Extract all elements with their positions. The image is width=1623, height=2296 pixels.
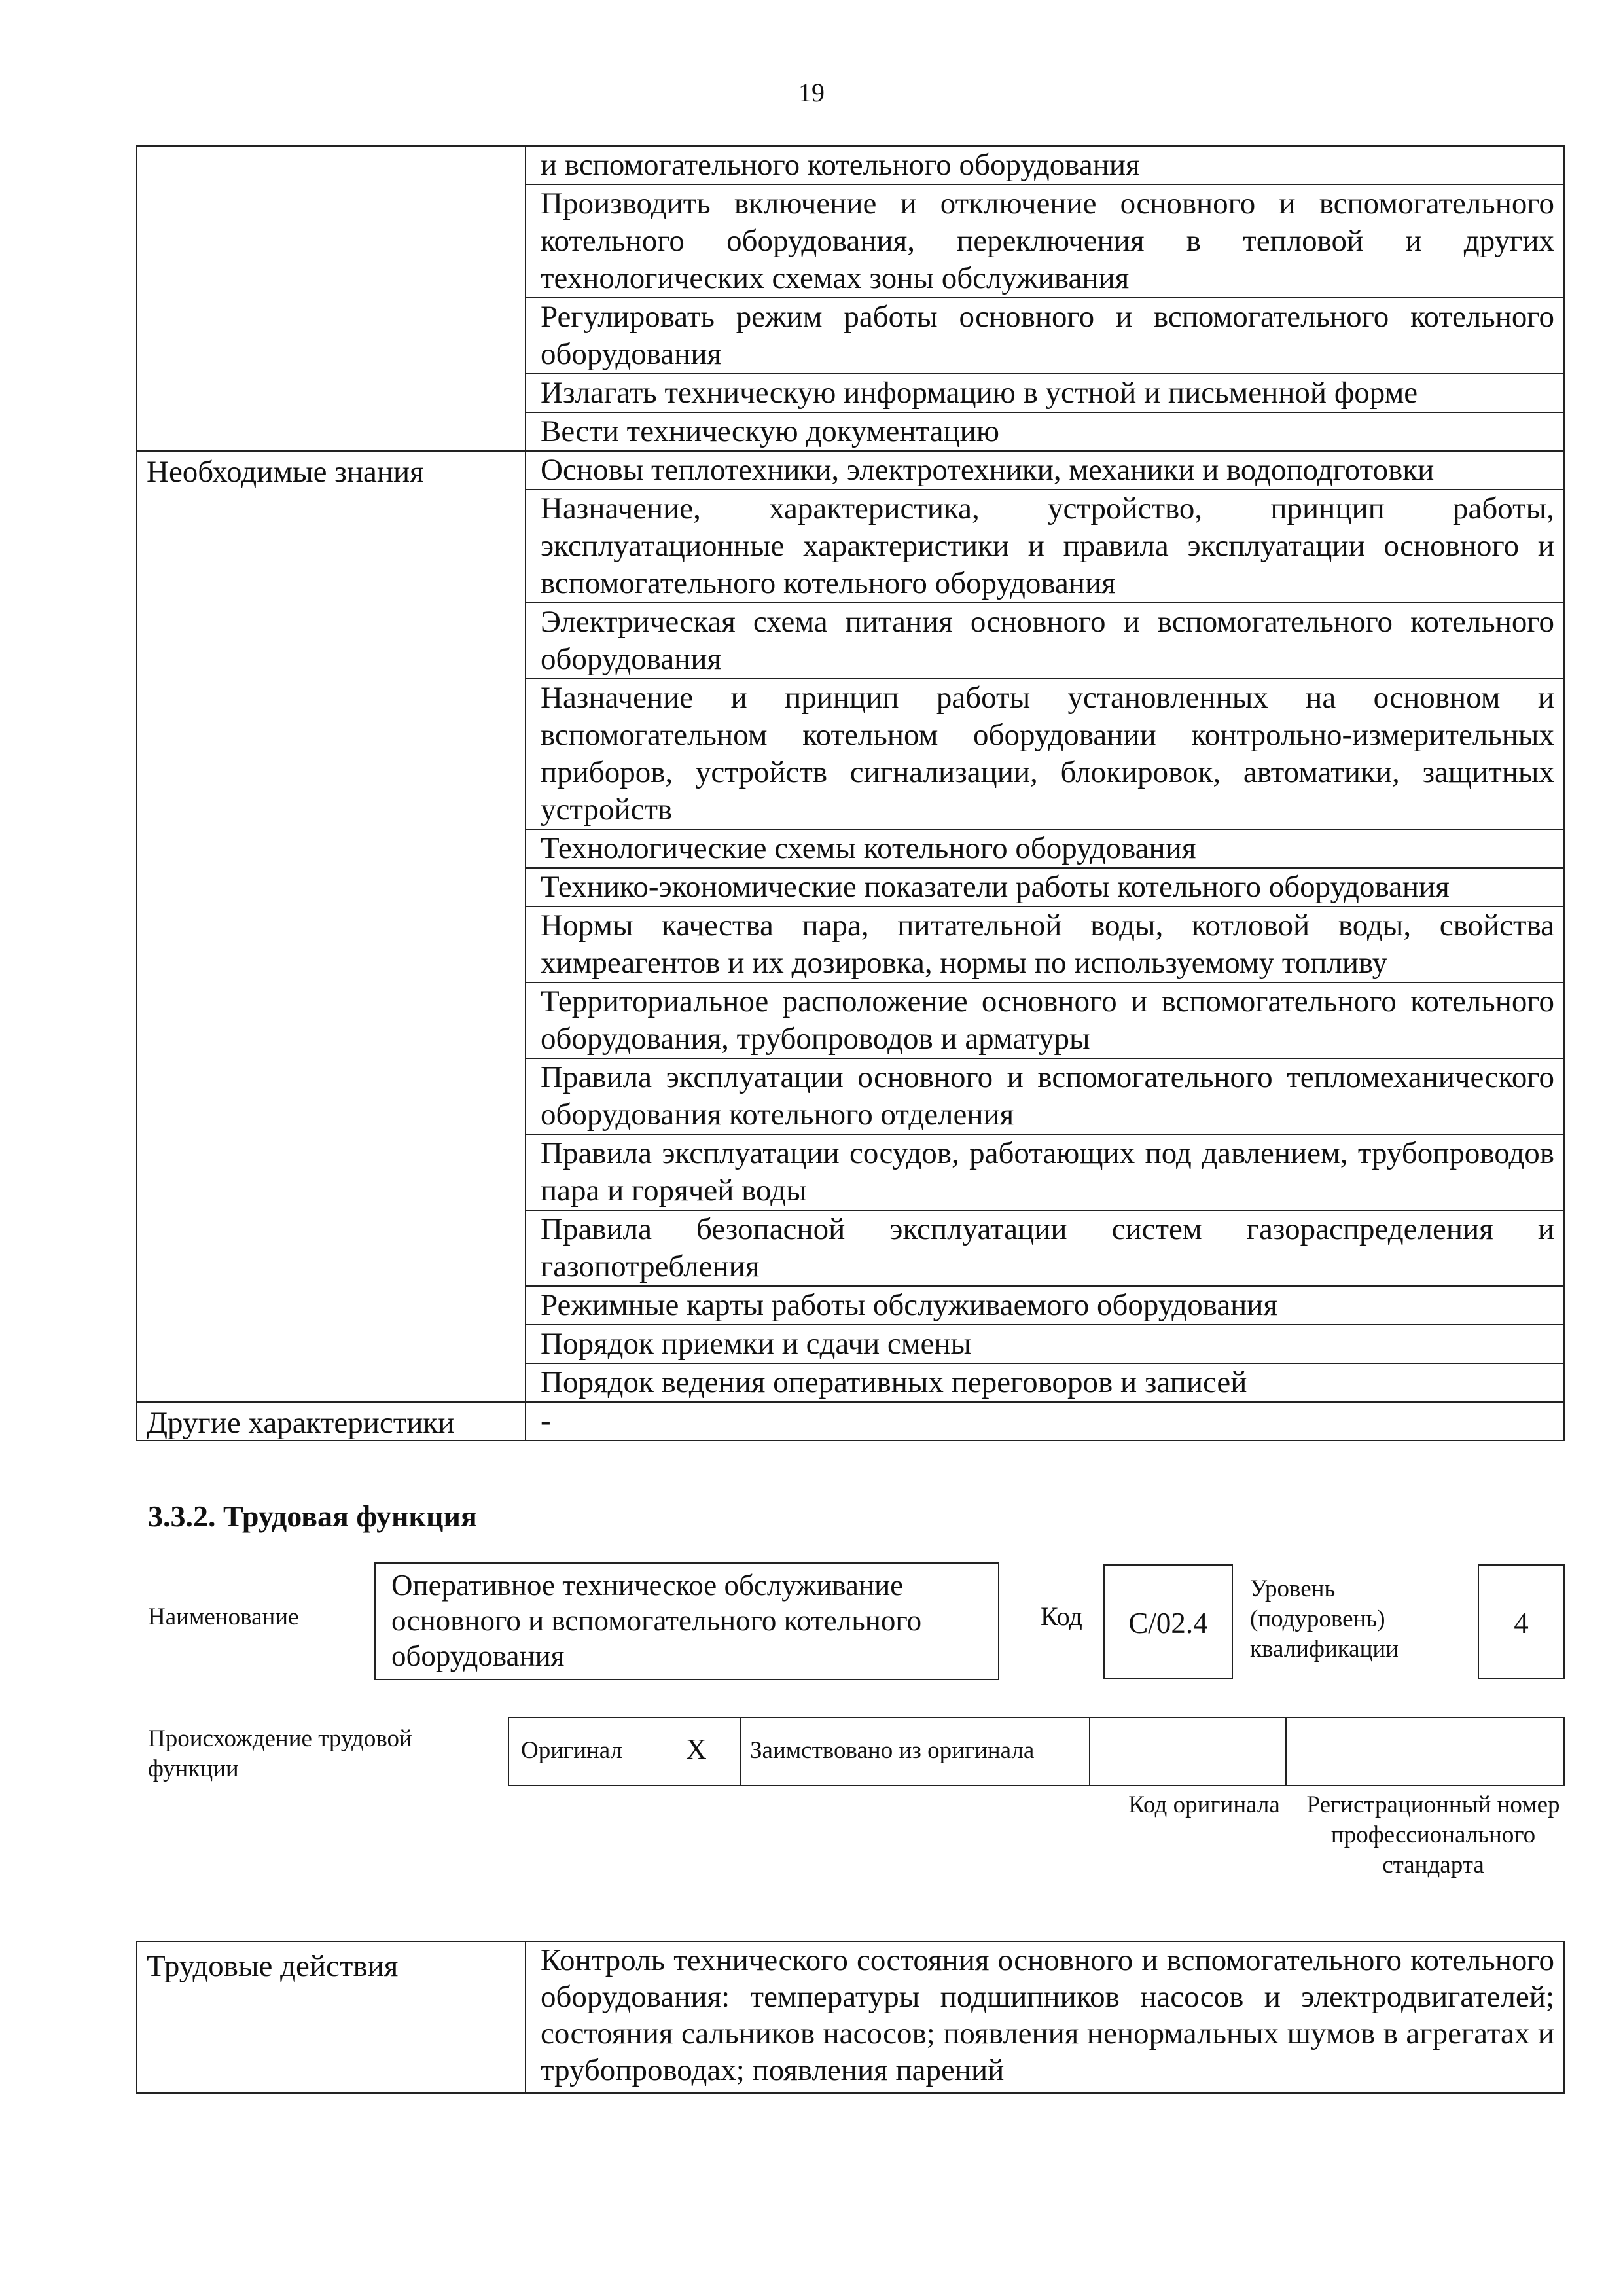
original-label: Оригинал [521, 1737, 623, 1764]
skill-item: и вспомогательного котельного оборудования [526, 146, 1564, 185]
skill-item: Производить включение и отключение основного и вспомогательного котельного оборудования, переключения в тепловой и других технологических схемах зоны обслуживания [526, 185, 1564, 298]
code-value-box: C/02.4 [1103, 1564, 1233, 1679]
skill-item: Излагать техническую информацию в устной и письменной форме [526, 374, 1564, 412]
table-row [137, 1402, 1564, 1441]
knowledge-item: Правила эксплуатации сосудов, работающих под давлением, трубопроводов пара и горячей воды [526, 1134, 1564, 1210]
knowledge-item: Назначение и принцип работы установленных на основном и вспомогательном котельном оборудовании контрольно-измерительных приборов, устройств сигнализации, блокировок, автоматики, защитных устройств [526, 679, 1564, 829]
other-characteristics-label: Другие характеристики [137, 1402, 526, 1441]
code-label: Код [1041, 1602, 1082, 1631]
borrowed-label: Заимствовано из оригинала [750, 1737, 1035, 1764]
knowledge-item: Режимные карты работы обслуживаемого оборудования [526, 1286, 1564, 1325]
actions-label: Трудовые действия [137, 1941, 526, 2093]
knowledge-item: Территориальное расположение основного и вспомогательного котельного оборудования, трубопроводов и арматуры [526, 982, 1564, 1058]
knowledge-label: Необходимые знания [137, 451, 526, 1402]
knowledge-item: Технико-экономические показатели работы котельного оборудования [526, 868, 1564, 906]
knowledge-item: Порядок приемки и сдачи смены [526, 1325, 1564, 1363]
origin-code-cell [1089, 1718, 1287, 1785]
function-name-box: Оперативное техническое обслуживание основного и вспомогательного котельного оборудования [374, 1562, 999, 1680]
knowledge-item: Правила эксплуатации основного и вспомогательного тепломеханического оборудования котельного отделения [526, 1058, 1564, 1134]
section-title: 3.3.2. Трудовая функция [148, 1499, 477, 1533]
origin-label: Происхождение трудовой функции [148, 1725, 412, 1782]
original-cell [509, 1718, 741, 1785]
table-row [137, 146, 1564, 185]
knowledge-item: Порядок ведения оперативных переговоров и записей [526, 1363, 1564, 1402]
origin-row [508, 1717, 1565, 1786]
knowledge-item: Основы теплотехники, электротехники, механики и водоподготовки [526, 451, 1564, 490]
table-row [137, 1941, 1564, 2093]
knowledge-item: Назначение, характеристика, устройство, принцип работы, эксплуатационные характеристики и правила эксплуатации основного и вспомогательного котельного оборудования [526, 490, 1564, 603]
other-characteristics-value: - [526, 1402, 1564, 1441]
name-label: Наименование [148, 1604, 299, 1630]
borrowed-cell [740, 1718, 1090, 1785]
level-value-box: 4 [1478, 1564, 1565, 1679]
page-number: 19 [798, 78, 825, 107]
level-label: Уровень (подуровень) квалификации [1250, 1575, 1399, 1662]
origin-code-caption: Код оригинала [1128, 1791, 1280, 1818]
knowledge-item: Нормы качества пара, питательной воды, котловой воды, свойства химреагентов и их дозировка, нормы по используемому топливу [526, 906, 1564, 982]
knowledge-item: Технологические схемы котельного оборудования [526, 829, 1564, 868]
skills-label-cell [137, 146, 526, 451]
reg-number-caption: Регистрационный номер профессионального стандарта [1306, 1791, 1560, 1878]
actions-table [136, 1941, 1565, 2094]
action-item: Контроль технического состояния основного и вспомогательного котельного оборудования: температуры подшипников насосов и электродвигателей; состояния сальников насосов; появления ненормальных шумов в агрегатах и трубопроводах; появления парений [526, 1941, 1564, 2093]
knowledge-item: Правила безопасной эксплуатации систем газораспределения и газопотребления [526, 1210, 1564, 1286]
table-row [137, 451, 1564, 490]
skill-item: Регулировать режим работы основного и вспомогательного котельного оборудования [526, 298, 1564, 374]
knowledge-item: Электрическая схема питания основного и вспомогательного котельного оборудования [526, 603, 1564, 679]
skill-item: Вести техническую документацию [526, 412, 1564, 451]
original-mark: X [686, 1733, 707, 1765]
knowledge-table [136, 145, 1565, 1441]
